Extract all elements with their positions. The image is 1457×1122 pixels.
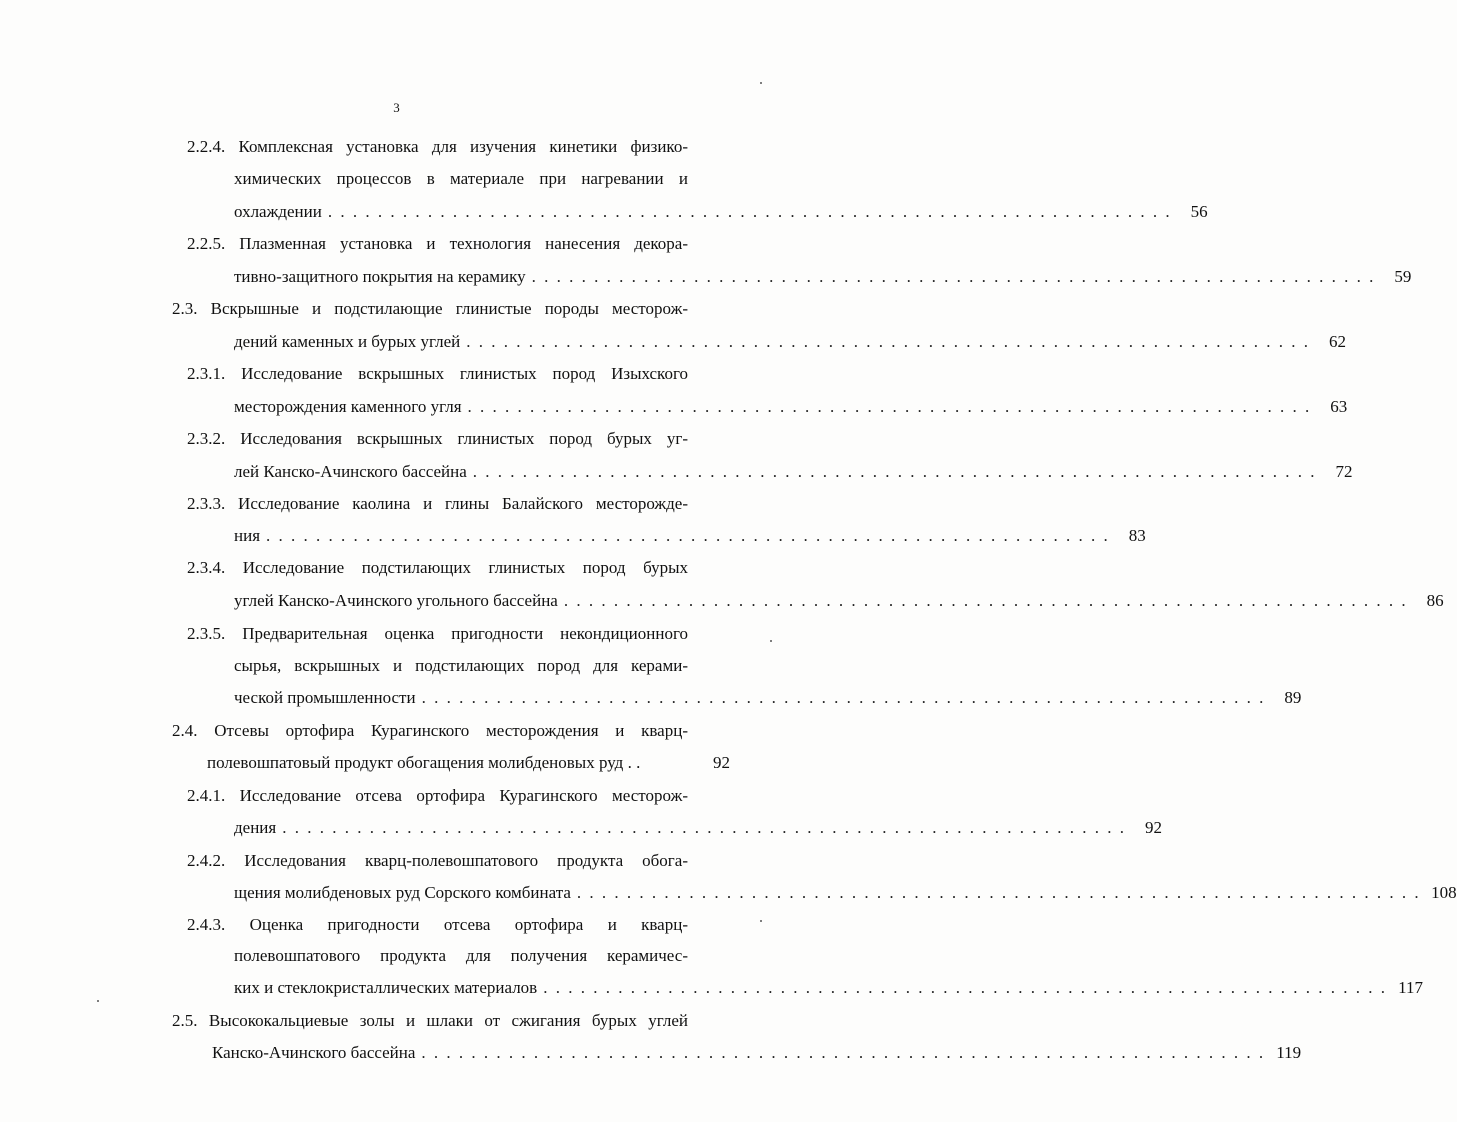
dot-leader: . . . . . . . . . . . . . . . . . . . . . . . . . . . . . . . . . . . . . . . . . . . . . . . . . . . . . . . . . . . . . . . . . . . . (421, 688, 1266, 707)
toc-entry-text: лей Канско-Ачинского бассейна (234, 462, 467, 481)
toc-entry-2-4-3-line-2: полевошпатового продукта для получения керамичес- (234, 946, 688, 965)
dot-leader: . . . . . . . . . . . . . . . . . . . . . . . . . . . . . . . . . . . . . . . . . . . . . . . . . . . . . . . . . . . . . . . . . . . . (531, 267, 1376, 286)
page-ref: 72 (1335, 462, 1353, 481)
dot-leader: . . . . . . . . . . . . . . . . . . . . . . . . . . . . . . . . . . . . . . . . . . . . . . . . . . . . . . . . . . . . . . . . . . . . (467, 397, 1312, 416)
page-number: 3 (393, 100, 400, 115)
toc-entry-2-3-1-line-2 (234, 397, 1348, 417)
page-ref: 117 (1398, 978, 1423, 997)
toc-entry-text: щения молибденовых руд Сорского комбината (234, 883, 571, 902)
toc-entry-2-3-5-line-3 (234, 688, 1302, 708)
toc-entry-text: дений каменных и бурых углей (234, 332, 461, 351)
toc-entry-2-4-2-line-2 (234, 883, 1457, 903)
page-ref: 92 (1144, 818, 1162, 837)
page-ref: 63 (1330, 397, 1348, 416)
toc-entry-2-4-line-2 (207, 753, 730, 773)
page-ref: 62 (1328, 332, 1346, 351)
toc-entry-2-4-3-line-3 (234, 978, 1423, 998)
toc-entry-2-3-line-2 (234, 332, 1346, 352)
toc-entry-text: ческой промышленности (234, 688, 416, 707)
toc-entry-2-3-5-line-1: 2.3.5. Предварительная оценка пригодности некондиционного (187, 624, 688, 643)
toc-entry-2-2-4-line-1: 2.2.4. Комплексная установка для изучения кинетики физико- (187, 137, 688, 156)
dot-leader: . . . . . . . . . . . . . . . . . . . . . . . . . . . . . . . . . . . . . . . . . . . . . . . . . . . . . . . . . . . . . . . . . . . . (466, 332, 1310, 351)
toc-entry-text: охлаждении (234, 202, 322, 221)
toc-entry-2-5-line-1: 2.5. Высококальциевые золы и шлаки от сжигания бурых углей (172, 1011, 688, 1030)
dot-leader: . . . . . . . . . . . . . . . . . . . . . . . . . . . . . . . . . . . . . . . . . . . . . . . . . . . . . . . . . . . . . . . . . . . . (266, 526, 1110, 545)
toc-entry-2-2-4-line-2: химических процессов в материале при нагревании и (234, 169, 688, 188)
toc-entry-2-4-2-line-1: 2.4.2. Исследования кварц-полевошпатового продукта обога- (187, 851, 688, 870)
scan-speck (97, 1000, 99, 1002)
page-ref: 108 (1431, 883, 1457, 902)
dot-leader: . . . . . . . . . . . . . . . . . . . . . . . . . . . . . . . . . . . . . . . . . . . . . . . . . . . . . . . . . . . . . . . . . . . . (576, 883, 1421, 902)
scan-speck (760, 82, 762, 84)
toc-entry-2-4-line-1: 2.4. Отсевы ортофира Курагинского месторождения и кварц- (172, 721, 688, 740)
toc-entry-text: ких и стеклокристаллических материалов (234, 978, 538, 997)
toc-entry-2-3-4-line-2 (234, 591, 1444, 611)
toc-entry-2-3-2-line-2 (234, 462, 1353, 482)
toc-entry-2-4-1-line-1: 2.4.1. Исследование отсева ортофира Курагинского месторож- (187, 786, 688, 805)
dot-leader: . . . . . . . . . . . . . . . . . . . . . . . . . . . . . . . . . . . . . . . . . . . . . . . . . . . . . . . . . . . . . . . . . . . . (282, 818, 1126, 837)
page-ref: 59 (1394, 267, 1412, 286)
page-ref: 83 (1128, 526, 1146, 545)
toc-entry-text: углей Канско-Ачинского угольного бассейна (234, 591, 558, 610)
toc-entry-text: Канско-Ачинского бассейна (212, 1043, 416, 1062)
page-ref: 119 (1276, 1043, 1302, 1062)
toc-entry-2-4-3-line-1: 2.4.3. Оценка пригодности отсева ортофира и кварц- (187, 915, 688, 934)
page-ref: 56 (1190, 202, 1208, 221)
toc-entry-text: дения (234, 818, 277, 837)
toc-entry-text: ния (234, 526, 261, 545)
toc-entry-text: месторождения каменного угля (234, 397, 462, 416)
page-ref: 89 (1284, 688, 1302, 707)
toc-entry-2-2-5-line-1: 2.2.5. Плазменная установка и технология нанесения декора- (187, 234, 688, 253)
toc-entry-2-3-line-1: 2.3. Вскрышные и подстилающие глинистые породы месторож- (172, 299, 688, 318)
toc-entry-2-3-5-line-2: сырья, вскрышных и подстилающих пород для керами- (234, 656, 688, 675)
page-ref: 92 (713, 753, 730, 772)
dot-leader: . . . . . . . . . . . . . . . . . . . . . . . . . . . . . . . . . . . . . . . . . . . . . . . . . . . . . . . . . . . . . . . . . . . . (543, 978, 1387, 997)
toc-entry-2-3-1-line-1: 2.3.1. Исследование вскрышных глинистых пород Изыхского (187, 364, 688, 383)
toc-entry-2-3-4-line-1: 2.3.4. Исследование подстилающих глинистых пород бурых (187, 558, 688, 577)
dot-leader: . . . . . . . . . . . . . . . . . . . . . . . . . . . . . . . . . . . . . . . . . . . . . . . . . . . . . . . . . . . . . . . . . . . . (421, 1043, 1266, 1062)
toc-entry-2-2-4-line-3 (234, 202, 1208, 222)
toc-entry-text: полевошпатовый продукт обогащения молибденовых руд . . (207, 753, 641, 772)
toc-entry-2-3-3-line-1: 2.3.3. Исследование каолина и глины Балайского месторожде- (187, 494, 688, 513)
toc-entry-text: тивно-защитного покрытия на керамику (234, 267, 526, 286)
dot-leader: . . . . . . . . . . . . . . . . . . . . . . . . . . . . . . . . . . . . . . . . . . . . . . . . . . . . . . . . . . . . . . . . . . . . (472, 462, 1317, 481)
toc-entry-2-3-2-line-1: 2.3.2. Исследования вскрышных глинистых пород бурых уг- (187, 429, 688, 448)
toc-entry-2-5-line-2 (212, 1043, 1302, 1063)
scan-speck (770, 640, 772, 642)
scan-speck (760, 920, 762, 922)
toc-entry-2-3-3-line-2 (234, 526, 1146, 546)
dot-leader: . . . . . . . . . . . . . . . . . . . . . . . . . . . . . . . . . . . . . . . . . . . . . . . . . . . . . . . . . . . . . . . . . . . . (327, 202, 1172, 221)
toc-entry-2-4-1-line-2 (234, 818, 1162, 838)
dot-leader: . . . . . . . . . . . . . . . . . . . . . . . . . . . . . . . . . . . . . . . . . . . . . . . . . . . . . . . . . . . . . . . . . . . . (563, 591, 1408, 610)
page-ref: 86 (1426, 591, 1444, 610)
toc-entry-2-2-5-line-2 (234, 267, 1412, 287)
